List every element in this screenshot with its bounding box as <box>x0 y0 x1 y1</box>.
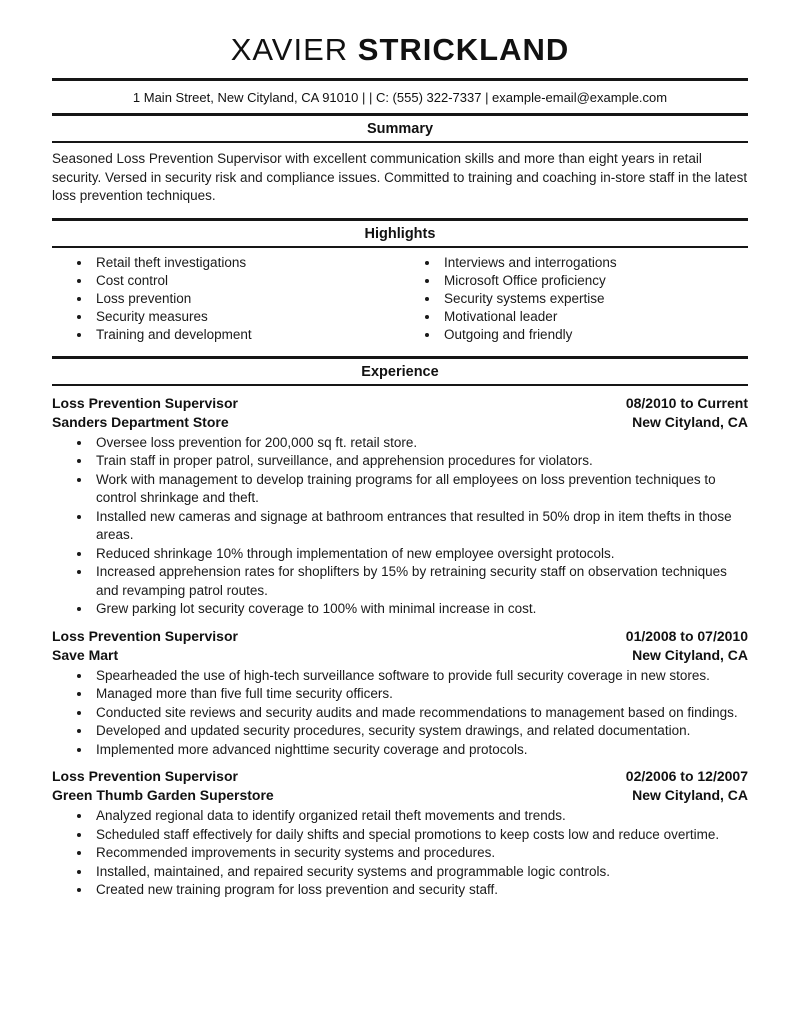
highlight-item: • Security measures <box>92 308 400 326</box>
bullet-item: • Oversee loss prevention for 200,000 sq ft. retail store. <box>92 434 748 453</box>
highlight-item: • Outgoing and friendly <box>440 326 748 344</box>
job-title-row <box>52 767 748 786</box>
bullet-item: • Conducted site reviews and security audits and made recommendations to management based on findings. <box>92 704 748 723</box>
highlights-heading: Highlights <box>52 226 748 248</box>
contact-line: 1 Main Street, New Cityland, CA 91010 | | C: (555) 322-7337 | example-email@example.com <box>132 90 668 105</box>
experience-section <box>52 356 748 900</box>
job-title: Loss Prevention Supervisor <box>52 394 238 411</box>
highlights-section <box>52 218 748 344</box>
job-company-row <box>52 413 748 432</box>
resume-header <box>52 32 748 113</box>
highlight-item: • Training and development <box>92 326 400 344</box>
bullet-item: • Work with management to develop training programs for all employees on loss prevention techniques to control shrinkage and theft. <box>92 471 748 508</box>
bullet-item: • Developed and updated security procedures, security system drawings, and related documentation. <box>92 722 748 741</box>
highlight-item: • Retail theft investigations <box>92 254 400 272</box>
bullet-item: • Spearheaded the use of high-tech surveillance software to provide full security coverage in new stores. <box>92 667 748 686</box>
bullet-item: • Created new training program for loss prevention and security staff. <box>92 881 748 900</box>
job-bullet-list <box>52 667 748 760</box>
highlight-item: • Interviews and interrogations <box>440 254 748 272</box>
job-company: Save Mart <box>52 646 119 663</box>
bullet-item: • Implemented more advanced nighttime security coverage and protocols. <box>92 741 748 760</box>
bullet-item: • Installed new cameras and signage at bathroom entrances that resulted in 50% drop in item thefts in those areas. <box>92 508 748 545</box>
job-location: New Cityland, CA <box>632 787 748 803</box>
job-company: Sanders Department Store <box>52 413 229 430</box>
candidate-name <box>52 32 748 68</box>
experience-heading-block <box>52 356 748 386</box>
highlight-item: • Motivational leader <box>440 308 748 326</box>
job-company: Green Thumb Garden Superstore <box>52 787 274 803</box>
job-location: New Cityland, CA <box>632 646 748 663</box>
job-entry <box>52 394 748 619</box>
job-bullet-list <box>52 807 748 900</box>
candidate-first-name: XAVIER <box>230 32 349 67</box>
bullet-item: • Analyzed regional data to identify organized retail theft movements and trends. <box>92 807 748 826</box>
bullet-item: • Grew parking lot security coverage to 100% with minimal increase in cost. <box>92 600 748 619</box>
highlight-item: • Cost control <box>92 272 400 290</box>
highlights-right-column <box>400 254 748 344</box>
job-location: New Cityland, CA <box>632 413 748 430</box>
section-divider <box>52 218 748 221</box>
job-title: Loss Prevention Supervisor <box>52 627 238 644</box>
highlight-item: • Loss prevention <box>92 290 400 308</box>
job-title-row <box>52 627 748 646</box>
job-entry <box>52 767 748 900</box>
highlight-item: • Microsoft Office proficiency <box>440 272 748 290</box>
job-entry <box>52 627 748 760</box>
job-company-row <box>52 786 748 805</box>
bullet-item: • Managed more than five full time security officers. <box>92 685 748 704</box>
job-title-row <box>52 394 748 413</box>
experience-heading: Experience <box>52 364 748 386</box>
job-bullet-list <box>52 434 748 619</box>
highlights-columns <box>52 254 748 344</box>
bullet-item: • Train staff in proper patrol, surveillance, and apprehension procedures for violators. <box>92 452 748 471</box>
bullet-item: • Increased apprehension rates for shoplifters by 15% by retraining security staff on observation techniques and revamping patrol routes. <box>92 563 748 600</box>
bullet-item: • Scheduled staff effectively for daily shifts and special promotions to keep costs low and reduce overtime. <box>92 826 748 845</box>
highlights-left-column <box>52 254 400 344</box>
summary-text: Seasoned Loss Prevention Supervisor with excellent communication skills and more than eight years in retail security. Versed in security risk and compliance issues. Committed to training and coaching in-store staff in the latest loss prevention techniques. <box>52 151 748 203</box>
section-divider <box>52 356 748 359</box>
section-divider <box>52 113 748 116</box>
job-dates: 02/2006 to 12/2007 <box>625 768 748 784</box>
bullet-item: • Recommended improvements in security systems and procedures. <box>92 844 748 863</box>
job-dates: 08/2010 to Current <box>625 394 748 411</box>
job-title: Loss Prevention Supervisor <box>52 768 238 784</box>
job-dates: 01/2008 to 07/2010 <box>625 627 748 644</box>
summary-section <box>52 113 748 206</box>
highlight-item: • Security systems expertise <box>440 290 748 308</box>
bullet-item: • Installed, maintained, and repaired security systems and programmable logic controls. <box>92 863 748 882</box>
candidate-last-name: STRICKLAND <box>357 32 570 67</box>
summary-heading: Summary <box>52 121 748 143</box>
job-company-row <box>52 646 748 665</box>
bullet-item: • Reduced shrinkage 10% through implementation of new employee oversight protocols. <box>92 545 748 564</box>
